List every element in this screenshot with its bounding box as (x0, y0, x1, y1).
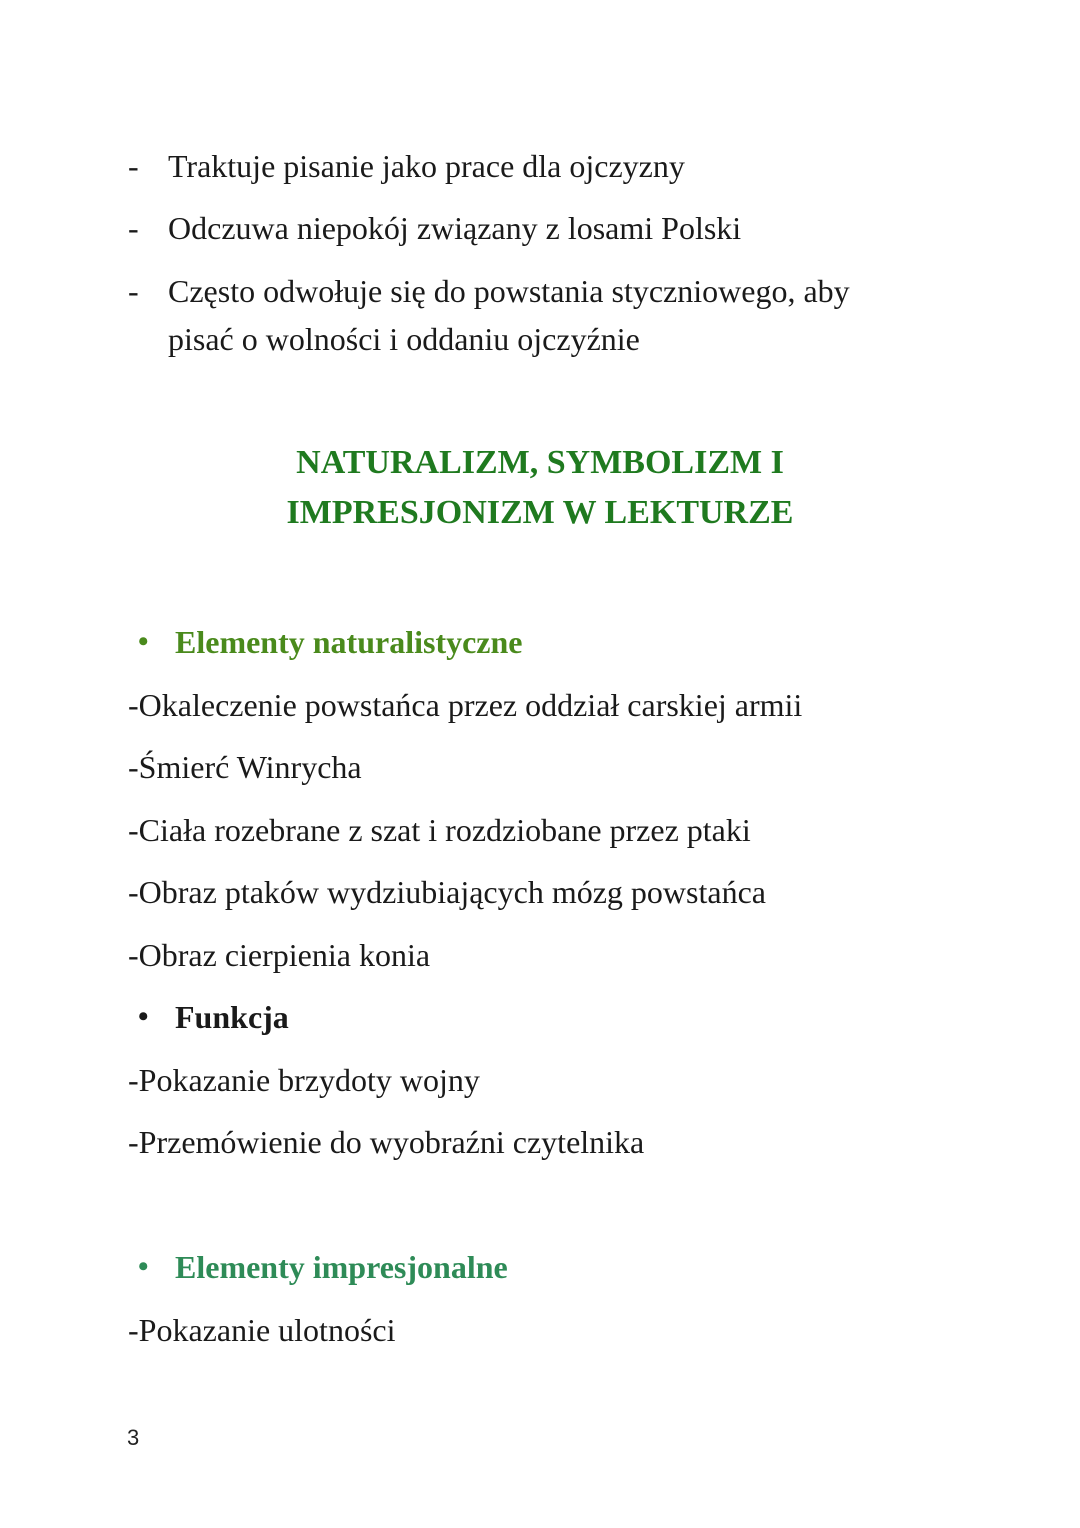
page-number: 3 (127, 1425, 140, 1450)
naturalistic-item: -Obraz ptaków wydziubiających mózg powstańca (128, 874, 766, 910)
bullet-icon: • (138, 1250, 149, 1283)
dash-marker: - (128, 273, 139, 309)
function-item: -Przemówienie do wyobraźni czytelnika (128, 1124, 645, 1160)
section-heading-line-1: NATURALIZM, SYMBOLIZM I (296, 444, 784, 481)
intro-text: Traktuje pisanie jako prace dla ojczyzny (168, 148, 685, 184)
intro-text: Odczuwa niepokój związany z losami Polski (168, 210, 742, 246)
naturalistic-item: -Ciała rozebrane z szat i rozdziobane przez ptaki (128, 812, 751, 848)
function-item: -Pokazanie brzydoty wojny (128, 1062, 480, 1098)
intro-text: Często odwołuje się do powstania styczniowego, aby (168, 273, 850, 309)
function-title-text: Funkcja (175, 999, 289, 1035)
section-heading-line-2: IMPRESJONIZM W LEKTURZE (286, 494, 794, 531)
naturalistic-item: -Okaleczenie powstańca przez oddział carskiej armii (128, 687, 803, 723)
bullet-icon: • (138, 1000, 149, 1033)
impressionist-title-text: Elementy impresjonalne (175, 1249, 508, 1285)
dash-marker: - (128, 210, 139, 246)
bullet-icon: • (138, 625, 149, 658)
intro-text: pisać o wolności i oddaniu ojczyźnie (168, 321, 640, 357)
impressionist-item: -Pokazanie ulotności (128, 1312, 396, 1348)
naturalistic-title-text: Elementy naturalistyczne (175, 624, 523, 660)
dash-marker: - (128, 148, 139, 184)
naturalistic-item: -Śmierć Winrycha (128, 749, 362, 785)
naturalistic-item: -Obraz cierpienia konia (128, 937, 431, 973)
